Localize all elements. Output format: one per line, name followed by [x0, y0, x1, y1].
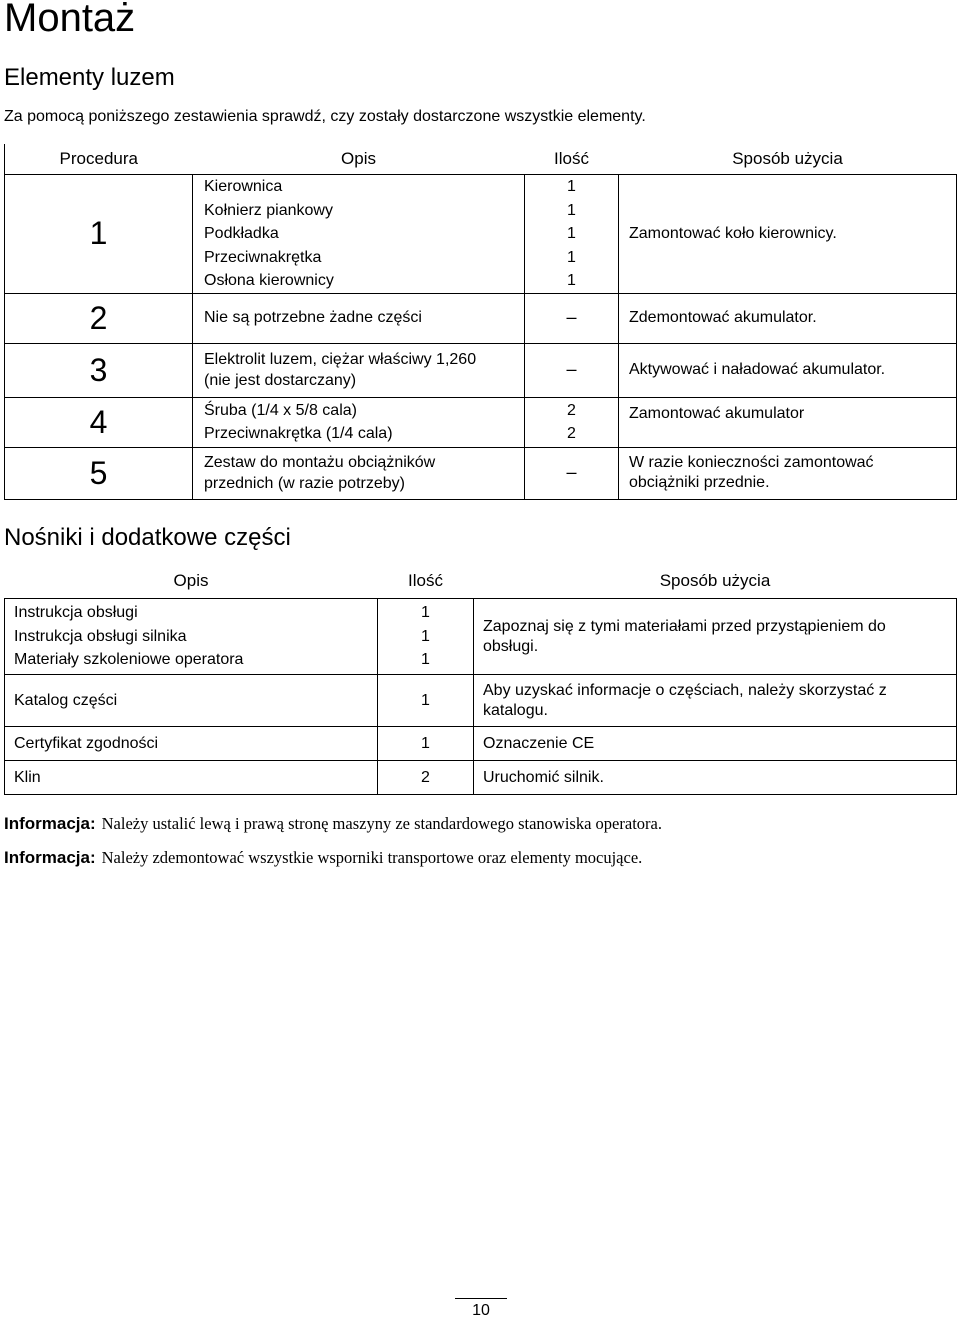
- description-cell: [5, 599, 378, 675]
- usage-cell: [474, 675, 957, 727]
- quantity-value: 1: [567, 225, 576, 242]
- table-row: [5, 397, 957, 447]
- usage-line: obsługi.: [483, 637, 539, 655]
- procedure-number: 2: [5, 293, 193, 343]
- quantity-cell: [525, 397, 619, 447]
- table-row: [5, 447, 957, 499]
- description-cell: [193, 343, 525, 397]
- quantity-value: –: [525, 343, 619, 397]
- table-row: [5, 293, 957, 343]
- usage-line: Oznaczenie CE: [474, 727, 957, 761]
- item-text: (nie jest dostarczany): [204, 372, 357, 389]
- section-title-loose-parts: Elementy luzem: [4, 64, 175, 91]
- item-text: Osłona kierownicy: [204, 272, 334, 289]
- quantity-value: –: [525, 293, 619, 343]
- quantity-value: 1: [567, 248, 576, 266]
- procedure-number: 4: [5, 397, 193, 447]
- usage-cell: [474, 599, 957, 675]
- info-note: [4, 814, 662, 834]
- usage-line: Zapoznaj się z tymi materiałami przed przystąpieniem do: [483, 617, 886, 635]
- item-text: Katalog części: [5, 675, 378, 727]
- description-cell: [193, 175, 525, 294]
- usage-line: Uruchomić silnik.: [474, 761, 957, 795]
- quantity-value: 1: [567, 178, 576, 195]
- quantity-cell: [378, 599, 474, 675]
- item-text: Klin: [5, 761, 378, 795]
- description-cell: [193, 397, 525, 447]
- usage-line: W razie konieczności zamontować: [629, 454, 874, 471]
- info-label: Informacja:: [4, 814, 96, 833]
- quantity-value: 2: [378, 761, 474, 795]
- usage-cell: Zamontować koło kierownicy.: [619, 175, 957, 294]
- usage-cell: Aktywować i naładować akumulator.: [619, 343, 957, 397]
- quantity-value: 1: [421, 627, 430, 645]
- header-description: Opis: [193, 144, 525, 175]
- procedure-number: 1: [5, 175, 193, 294]
- quantity-value: 1: [567, 272, 576, 289]
- description-cell: [193, 293, 525, 343]
- section-title-media-parts: Nośniki i dodatkowe części: [4, 524, 291, 551]
- quantity-value: 1: [421, 604, 430, 622]
- usage-line: obciążniki przednie.: [629, 474, 770, 491]
- usage-cell: Zdemontować akumulator.: [619, 293, 957, 343]
- table-row: [5, 175, 957, 294]
- header-quantity: Ilość: [378, 564, 474, 599]
- quantity-value: 1: [421, 651, 430, 669]
- quantity-cell: [525, 175, 619, 294]
- item-text: przednich (w razie potrzeby): [204, 475, 405, 492]
- header-usage: Sposób użycia: [474, 564, 957, 599]
- loose-parts-table: [4, 144, 957, 500]
- item-text: Kołnierz piankowy: [204, 201, 333, 219]
- item-text: Instrukcja obsługi: [14, 604, 138, 622]
- table-row: [5, 761, 957, 795]
- item-text: Zestaw do montażu obciążników: [204, 454, 436, 471]
- usage-line: Aby uzyskać informacje o częściach, należy skorzystać z: [483, 681, 887, 699]
- item-text: Certyfikat zgodności: [5, 727, 378, 761]
- table-row: [5, 343, 957, 397]
- usage-line: katalogu.: [483, 701, 548, 719]
- item-text: Materiały szkoleniowe operatora: [14, 651, 244, 669]
- quantity-value: 2: [567, 425, 576, 442]
- item-text: Podkładka: [204, 225, 279, 242]
- header-procedure: Procedura: [5, 144, 193, 175]
- procedure-number: 5: [5, 447, 193, 499]
- table-row: [5, 599, 957, 675]
- media-parts-table: [4, 564, 957, 795]
- footer-divider: [455, 1298, 507, 1299]
- item-text: Instrukcja obsługi silnika: [14, 627, 187, 645]
- description-cell: [193, 447, 525, 499]
- item-text: Elektrolit luzem, ciężar właściwy 1,260: [204, 351, 477, 368]
- table-header-row: [5, 564, 957, 599]
- usage-cell: Zamontować akumulator: [619, 397, 957, 447]
- item-text: Przeciwnakrętka: [204, 248, 322, 266]
- info-label: Informacja:: [4, 848, 96, 867]
- info-note: [4, 848, 642, 868]
- usage-cell: [619, 447, 957, 499]
- item-text: Nie są potrzebne żadne części: [204, 309, 422, 327]
- quantity-value: 2: [567, 401, 576, 419]
- item-text: Śruba (1/4 x 5/8 cala): [204, 401, 357, 419]
- header-quantity: Ilość: [525, 144, 619, 175]
- procedure-number: 3: [5, 343, 193, 397]
- quantity-value: 1: [378, 727, 474, 761]
- page-number: 10: [472, 1302, 490, 1319]
- quantity-value: 1: [378, 675, 474, 727]
- item-text: Kierownica: [204, 178, 283, 195]
- item-text: Przeciwnakrętka (1/4 cala): [204, 425, 393, 442]
- info-text: Należy zdemontować wszystkie wsporniki transportowe oraz elementy mocujące.: [101, 848, 643, 867]
- page-title: Montaż: [4, 0, 136, 40]
- quantity-value: –: [525, 447, 619, 499]
- quantity-value: 1: [567, 201, 576, 219]
- info-text: Należy ustalić lewą i prawą stronę maszyny ze standardowego stanowiska operatora.: [101, 814, 662, 833]
- intro-text: Za pomocą poniższego zestawienia sprawdź, czy zostały dostarczone wszystkie elementy.: [4, 108, 646, 125]
- table-row: [5, 675, 957, 727]
- header-description: Opis: [5, 564, 378, 599]
- header-usage: Sposób użycia: [619, 144, 957, 175]
- table-row: [5, 727, 957, 761]
- table-header-row: [5, 144, 957, 175]
